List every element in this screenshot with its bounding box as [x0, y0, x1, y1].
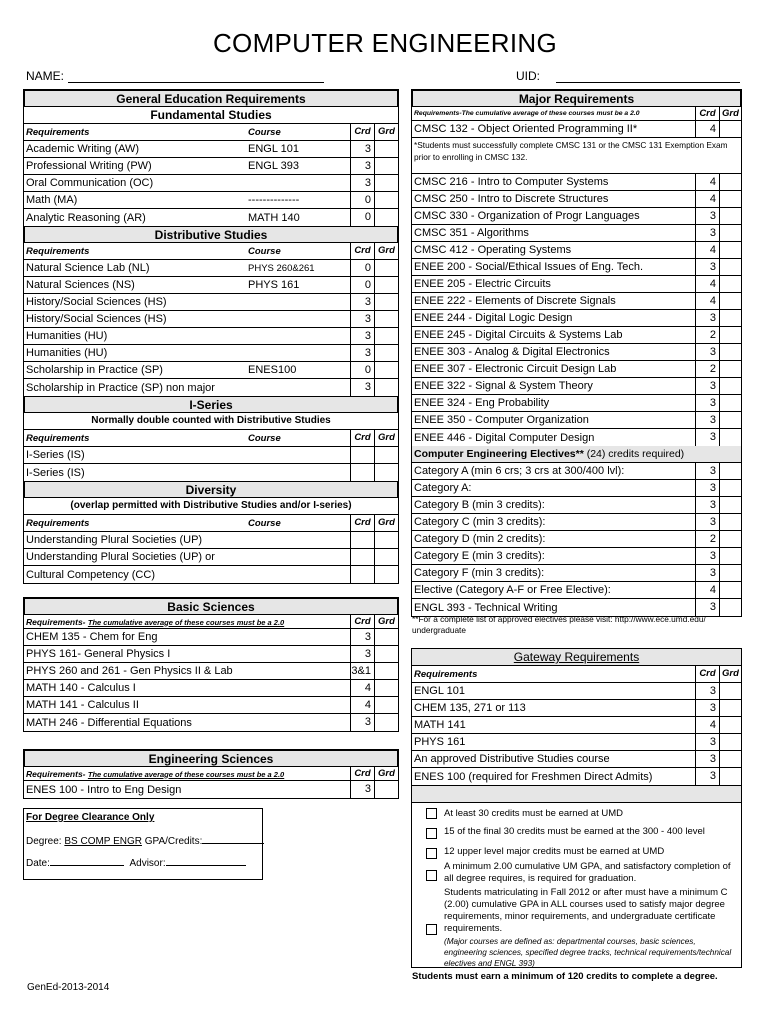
grade-cell[interactable] — [719, 463, 741, 479]
grade-cell[interactable] — [719, 565, 741, 581]
grade-cell[interactable] — [374, 532, 398, 548]
date-field[interactable] — [50, 865, 124, 866]
course-row — [412, 395, 741, 412]
credit-value: 3 — [695, 344, 719, 360]
course-row — [412, 293, 741, 310]
diversity-col-header: Requirements Course Crd Grd — [24, 515, 398, 532]
credit-value: 4 — [695, 242, 719, 258]
diversity-subheader: (overlap permitted with Distributive Studies and/or I-series) — [24, 498, 398, 515]
grade-cell[interactable] — [719, 327, 741, 343]
grade-cell[interactable] — [719, 191, 741, 207]
course-name: PHYS 260&261 — [248, 262, 315, 274]
course-row — [412, 683, 741, 700]
requirement-row — [24, 141, 398, 158]
credit-value: 0 — [350, 209, 374, 226]
grade-cell[interactable] — [374, 209, 398, 226]
course-name: MATH 246 - Differential Equations — [26, 716, 192, 729]
course-name: ENEE 222 - Elements of Discrete Signals — [414, 295, 616, 307]
course-row — [412, 429, 741, 446]
eng-sciences-section — [23, 749, 399, 799]
course-row — [412, 361, 741, 378]
grade-cell[interactable] — [374, 714, 398, 731]
requirement-row — [24, 328, 398, 345]
credit-value: 3&1 — [350, 663, 374, 679]
credit-value: 3 — [350, 158, 374, 174]
course-row — [412, 497, 741, 514]
credit-value: 3 — [695, 548, 719, 564]
course-name: An approved Distributive Studies course — [414, 753, 610, 765]
credit-value: 3 — [695, 463, 719, 479]
course-row — [412, 734, 741, 751]
grade-cell[interactable] — [374, 175, 398, 191]
gateway-header: Gateway Requirements — [412, 649, 741, 666]
requirement-row — [24, 379, 398, 396]
iseries-rows — [24, 447, 398, 481]
dist-col-header: Requirements Course Crd Grd — [24, 243, 398, 260]
requirement-name: Cultural Competency (CC) — [26, 568, 155, 581]
course-row — [412, 191, 741, 208]
grade-cell[interactable] — [374, 549, 398, 565]
requirement-row — [24, 260, 398, 277]
grade-cell[interactable] — [719, 412, 741, 428]
cmsc-note: *Students must successfully complete CMSC 131 or the CMSC 131 Exemption Exam prior to enrolling in CMSC 132. — [412, 138, 741, 174]
grade-cell[interactable] — [719, 242, 741, 258]
eng-rows — [24, 781, 398, 798]
credit-value: 3 — [350, 175, 374, 191]
course-name: CMSC 250 - Intro to Discrete Structures — [414, 193, 609, 205]
checkbox-1[interactable] — [426, 808, 437, 819]
grade-cell[interactable] — [374, 464, 398, 481]
course-name: Category E (min 3 credits): — [414, 550, 545, 562]
diversity-header: Diversity — [24, 481, 398, 498]
grade-cell[interactable] — [719, 395, 741, 411]
grade-cell[interactable] — [374, 158, 398, 174]
course-name: PHYS 161 — [414, 736, 466, 748]
electives-note: **For a complete list of approved electives please visit: http://www.ece.umd.edu/ undergraduate — [412, 614, 706, 635]
course-row — [24, 714, 398, 731]
credit-value: 0 — [350, 277, 374, 293]
course-name: CMSC 330 - Organization of Progr Languages — [414, 210, 640, 222]
grade-cell[interactable] — [374, 260, 398, 276]
grade-cell[interactable] — [374, 192, 398, 208]
grade-cell[interactable] — [719, 361, 741, 377]
credit-value: 2 — [695, 531, 719, 547]
requirement-name: History/Social Sciences (HS) — [26, 296, 167, 308]
grade-cell[interactable] — [719, 259, 741, 275]
basic-sciences-header: Basic Sciences — [24, 598, 398, 615]
requirement-row — [24, 447, 398, 464]
grade-cell[interactable] — [374, 362, 398, 378]
credit-value — [350, 532, 374, 548]
credit-value: 3 — [350, 646, 374, 662]
grade-cell[interactable] — [719, 429, 741, 446]
credit-value: 4 — [350, 680, 374, 696]
requirement-row — [24, 345, 398, 362]
course-row — [412, 768, 741, 785]
course-name: Category A (min 6 crs; 3 crs at 300/400 lvl): — [414, 465, 625, 477]
credit-value: 4 — [695, 717, 719, 733]
requirement-name: Natural Science Lab (NL) — [26, 262, 150, 274]
diversity-rows — [24, 532, 398, 583]
grade-cell[interactable] — [374, 697, 398, 713]
requirement-name: Scholarship in Practice (SP) non major — [26, 381, 215, 394]
requirement-row — [24, 566, 398, 583]
major-rows — [412, 174, 741, 446]
credit-value: 3 — [350, 328, 374, 344]
requirement-row — [24, 209, 398, 226]
checkbox-2[interactable] — [426, 828, 437, 839]
grade-cell[interactable] — [719, 293, 741, 309]
checklist-item-2: 15 of the final 30 credits must be earned at the 300 - 400 level — [444, 826, 705, 837]
grade-cell[interactable] — [374, 629, 398, 645]
grade-cell[interactable] — [719, 225, 741, 241]
course-row — [24, 663, 398, 680]
grade-cell[interactable] — [719, 582, 741, 598]
grade-cell[interactable] — [374, 277, 398, 293]
grade-cell[interactable] — [719, 344, 741, 360]
name-field[interactable] — [68, 82, 324, 83]
grade-cell[interactable] — [719, 734, 741, 750]
grade-cell[interactable] — [719, 121, 741, 137]
credit-value: 4 — [695, 293, 719, 309]
gpa-field[interactable] — [202, 843, 264, 844]
course-row — [412, 565, 741, 582]
uid-field[interactable] — [556, 82, 740, 83]
course-name: CMSC 412 - Operating Systems — [414, 244, 572, 256]
course-row — [412, 378, 741, 395]
degree-clearance-box — [23, 808, 263, 880]
credit-value: 0 — [350, 192, 374, 208]
electives-header: Computer Engineering Electives** (24) credits required) — [412, 446, 741, 463]
checklist-header-bar — [412, 786, 741, 803]
requirement-name: Understanding Plural Societies (UP) — [26, 534, 203, 546]
fundamental-studies-header: Fundamental Studies — [24, 107, 398, 124]
credit-value: 2 — [695, 361, 719, 377]
course-name: ENGL 101 — [248, 143, 299, 155]
grade-cell[interactable] — [374, 328, 398, 344]
grade-cell[interactable] — [374, 379, 398, 396]
grade-cell[interactable] — [719, 208, 741, 224]
course-row — [412, 344, 741, 361]
checklist-item-1: At least 30 credits must be earned at UMD — [444, 808, 623, 819]
credit-value: 3 — [695, 429, 719, 446]
credit-value: 2 — [695, 327, 719, 343]
course-row — [412, 242, 741, 259]
requirement-name: Natural Sciences (NS) — [26, 279, 135, 291]
advisor-field[interactable] — [166, 865, 246, 866]
credit-value: 3 — [695, 259, 719, 275]
gen-ed-section — [23, 89, 399, 584]
grade-cell[interactable] — [719, 683, 741, 699]
grade-cell[interactable] — [719, 497, 741, 513]
course-row — [412, 463, 741, 480]
course-row — [412, 208, 741, 225]
grade-cell[interactable] — [719, 717, 741, 733]
major-section — [411, 89, 742, 617]
fundamental-rows — [24, 141, 398, 226]
credit-value: 3 — [350, 311, 374, 327]
course-name: MATH 140 — [248, 211, 300, 224]
course-name: MATH 141 - Calculus II — [26, 699, 139, 711]
course-name: Category B (min 3 credits): — [414, 499, 545, 511]
course-name: CHEM 135, 271 or 113 — [414, 702, 526, 714]
course-row — [24, 629, 398, 646]
course-name: Category F (min 3 credits): — [414, 567, 545, 579]
credit-value: 3 — [695, 683, 719, 699]
credit-value: 3 — [350, 714, 374, 731]
iseries-subheader: Normally double counted with Distributive Studies — [24, 413, 398, 430]
grade-cell[interactable] — [719, 480, 741, 496]
major-header: Major Requirements — [412, 90, 741, 107]
credit-value: 3 — [695, 208, 719, 224]
gen-ed-header: General Education Requirements — [24, 90, 398, 107]
basic-col-header: Requirements- The cumulative average of these courses must be a 2.0 Crd Grd — [24, 615, 398, 629]
distributive-rows — [24, 260, 398, 396]
requirement-row — [24, 311, 398, 328]
course-name: CMSC 351 - Algorithms — [414, 227, 529, 239]
requirement-name: History/Social Sciences (HS) — [26, 313, 167, 325]
credit-value: 3 — [695, 395, 719, 411]
requirement-row — [24, 549, 398, 566]
requirement-name: Humanities (HU) — [26, 347, 108, 359]
grade-cell[interactable] — [719, 548, 741, 564]
checkbox-5[interactable] — [426, 924, 437, 935]
grade-cell[interactable] — [719, 531, 741, 547]
grade-cell[interactable] — [374, 447, 398, 463]
gateway-section — [411, 648, 742, 786]
name-label: NAME: — [26, 69, 65, 83]
course-name: Category D (min 2 credits): — [414, 533, 546, 545]
course-row — [412, 327, 741, 344]
course-name: CMSC 216 - Intro to Computer Systems — [414, 176, 609, 188]
grade-cell[interactable] — [719, 514, 741, 530]
course-name: MATH 140 - Calculus I — [26, 682, 136, 694]
grade-cell[interactable] — [374, 663, 398, 679]
degree-line: Degree: BS COMP ENGR GPA/Credits: — [26, 836, 264, 847]
date-line: Date: Advisor: — [26, 858, 246, 869]
credit-value — [350, 464, 374, 481]
credit-value: 0 — [350, 362, 374, 378]
course-name: PHYS 260 and 261 - Gen Physics II & Lab — [26, 665, 233, 677]
major-first-row: CMSC 132 - Object Oriented Programming II* 4 — [412, 121, 741, 138]
credit-value: 4 — [350, 697, 374, 713]
requirement-name: Scholarship in Practice (SP) — [26, 364, 163, 376]
checklist-item-5: Students matriculating in Fall 2012 or after must have a minimum C (2.00) cumulative GPA in ALL courses used to satisfy major degree requirements, minor requirements, and undergraduate certificate requirements. — [444, 887, 728, 934]
course-row — [24, 646, 398, 663]
eng-sciences-header: Engineering Sciences — [24, 750, 398, 767]
basic-sciences-section — [23, 597, 399, 732]
grade-cell[interactable] — [374, 781, 398, 798]
requirement-name: I-Series (IS) — [26, 449, 85, 461]
course-row — [24, 680, 398, 697]
gateway-rows — [412, 683, 741, 785]
credit-value: 4 — [695, 276, 719, 292]
course-name: PHYS 161- General Physics I — [26, 648, 171, 660]
major-courses-note: (Major courses are defined as: departmental courses, basic sciences, engineering sciences, specified degree tracks, technical requirements/technical electives and ENGL 393) — [444, 937, 732, 968]
course-name: ENEE 205 - Electric Circuits — [414, 278, 551, 290]
credit-value: 3 — [695, 565, 719, 581]
uid-label: UID: — [516, 69, 540, 83]
min-credits-note: Students must earn a minimum of 120 credits to complete a degree. — [412, 971, 718, 982]
checklist-item-4: A minimum 2.00 cumulative UM GPA, and satisfactory completion of all degree requires, is required for graduation. — [444, 861, 731, 884]
grade-cell[interactable] — [719, 378, 741, 394]
course-name: CHEM 135 - Chem for Eng — [26, 631, 158, 643]
course-row — [412, 276, 741, 293]
grade-cell[interactable] — [719, 174, 741, 190]
course-name: MATH 141 — [414, 719, 466, 731]
grade-cell[interactable] — [719, 768, 741, 785]
course-row — [412, 412, 741, 429]
grade-cell[interactable] — [374, 345, 398, 361]
credit-value: 4 — [695, 191, 719, 207]
course-name: Elective (Category A-F or Free Elective): — [414, 584, 611, 596]
course-row — [412, 751, 741, 768]
requirement-row — [24, 192, 398, 209]
course-name: Category A: — [414, 482, 472, 494]
course-name: ENEE 350 - Computer Organization — [414, 414, 589, 426]
grade-cell[interactable] — [719, 700, 741, 716]
course-name: ENGL 393 - Technical Writing — [414, 601, 558, 614]
requirement-name: Humanities (HU) — [26, 330, 108, 342]
course-row — [412, 700, 741, 717]
clearance-title: For Degree Clearance Only — [26, 812, 155, 823]
credit-value: 3 — [350, 781, 374, 798]
credit-value: 3 — [695, 310, 719, 326]
credit-value: 3 — [695, 751, 719, 767]
credit-value: 3 — [695, 514, 719, 530]
credit-value: 3 — [695, 599, 719, 616]
course-row — [412, 582, 741, 599]
grade-cell[interactable] — [719, 276, 741, 292]
course-name: ENEE 303 - Analog & Digital Electronics — [414, 346, 610, 358]
grade-cell[interactable] — [374, 294, 398, 310]
course-row — [412, 514, 741, 531]
course-name: Category C (min 3 credits): — [414, 516, 546, 528]
grade-cell[interactable] — [719, 751, 741, 767]
credit-value: 3 — [695, 768, 719, 785]
iseries-col-header: Requirements Course Crd Grd — [24, 430, 398, 447]
credit-value: 3 — [350, 345, 374, 361]
graduation-checklist — [411, 785, 742, 968]
basic-rows — [24, 629, 398, 731]
distributive-header: Distributive Studies — [24, 226, 398, 243]
course-name: ENEE 307 - Electronic Circuit Design Lab — [414, 363, 617, 375]
credit-value: 3 — [695, 412, 719, 428]
credit-value: 3 — [695, 700, 719, 716]
course-name: ENEE 200 - Social/Ethical Issues of Eng. Tech. — [414, 261, 644, 273]
course-name: -------------- — [248, 194, 300, 206]
grade-cell[interactable] — [374, 646, 398, 662]
course-name: ENEE 322 - Signal & System Theory — [414, 380, 593, 392]
requirement-name: Analytic Reasoning (AR) — [26, 211, 146, 224]
grade-cell[interactable] — [374, 311, 398, 327]
requirement-name: Professional Writing (PW) — [26, 160, 152, 172]
grade-cell[interactable] — [374, 680, 398, 696]
course-name: ENEE 446 - Digital Computer Design — [414, 431, 595, 444]
course-name: ENES 100 - Intro to Eng Design — [26, 783, 182, 796]
credit-value: 4 — [695, 174, 719, 190]
gateway-col-header: Requirements Crd Grd — [412, 666, 741, 683]
requirement-name: Academic Writing (AW) — [26, 143, 140, 155]
course-row — [24, 697, 398, 714]
iseries-header: I-Series — [24, 396, 398, 413]
footer-code: GenEd-2013-2014 — [27, 982, 110, 993]
credit-value: 3 — [350, 629, 374, 645]
checklist-item-3: 12 upper level major credits must be earned at UMD — [444, 846, 665, 857]
checkbox-3[interactable] — [426, 848, 437, 859]
course-row — [412, 548, 741, 565]
course-row — [24, 781, 398, 798]
requirement-name: Math (MA) — [26, 194, 78, 206]
eng-col-header: Requirements- The cumulative average of these courses must be a 2.0 Crd Grd — [24, 767, 398, 781]
course-row — [412, 225, 741, 242]
major-col-header: Requirements-The cumulative average of these courses must be a 2.0 Crd Grd — [412, 107, 741, 121]
credit-value: 3 — [695, 378, 719, 394]
course-name: PHYS 161 — [248, 279, 300, 291]
credit-value: 3 — [695, 497, 719, 513]
requirement-row — [24, 294, 398, 311]
requirement-name: Oral Communication (OC) — [26, 177, 154, 189]
credit-value: 3 — [350, 141, 374, 157]
requirement-name: Understanding Plural Societies (UP) or — [26, 551, 215, 563]
course-name: ENGL 101 — [414, 685, 465, 697]
course-name: ENEE 245 - Digital Circuits & Systems Lab — [414, 329, 623, 341]
requirement-name: I-Series (IS) — [26, 466, 85, 479]
credit-value — [350, 549, 374, 565]
checkbox-4[interactable] — [426, 870, 437, 881]
credit-value — [350, 566, 374, 583]
elective-rows — [412, 463, 741, 616]
credit-value — [350, 447, 374, 463]
course-row — [412, 174, 741, 191]
course-name: ENES 100 (required for Freshmen Direct Admits) — [414, 770, 653, 783]
requirement-row — [24, 175, 398, 192]
fund-col-header: Requirements Course Crd Grd — [24, 124, 398, 141]
course-name: ENEE 324 - Eng Probability — [414, 397, 550, 409]
course-row — [412, 259, 741, 276]
credit-value: 3 — [350, 294, 374, 310]
credit-value: 3 — [695, 225, 719, 241]
grade-cell[interactable] — [719, 310, 741, 326]
course-row — [412, 480, 741, 497]
course-name: ENGL 393 — [248, 160, 299, 172]
credit-value: 4 — [695, 582, 719, 598]
course-row — [412, 531, 741, 548]
credit-value: 3 — [695, 734, 719, 750]
requirement-row — [24, 158, 398, 175]
page-title: COMPUTER ENGINEERING — [212, 28, 558, 58]
grade-cell[interactable] — [374, 141, 398, 157]
grade-cell[interactable] — [374, 566, 398, 583]
requirement-row — [24, 532, 398, 549]
requirement-row — [24, 277, 398, 294]
course-name: ENEE 244 - Digital Logic Design — [414, 312, 573, 324]
credit-value: 3 — [695, 480, 719, 496]
course-row — [412, 717, 741, 734]
credit-value: 3 — [350, 379, 374, 396]
credit-value: 0 — [350, 260, 374, 276]
requirement-row — [24, 362, 398, 379]
requirement-row — [24, 464, 398, 481]
course-name: ENES100 — [248, 364, 297, 376]
course-row — [412, 310, 741, 327]
